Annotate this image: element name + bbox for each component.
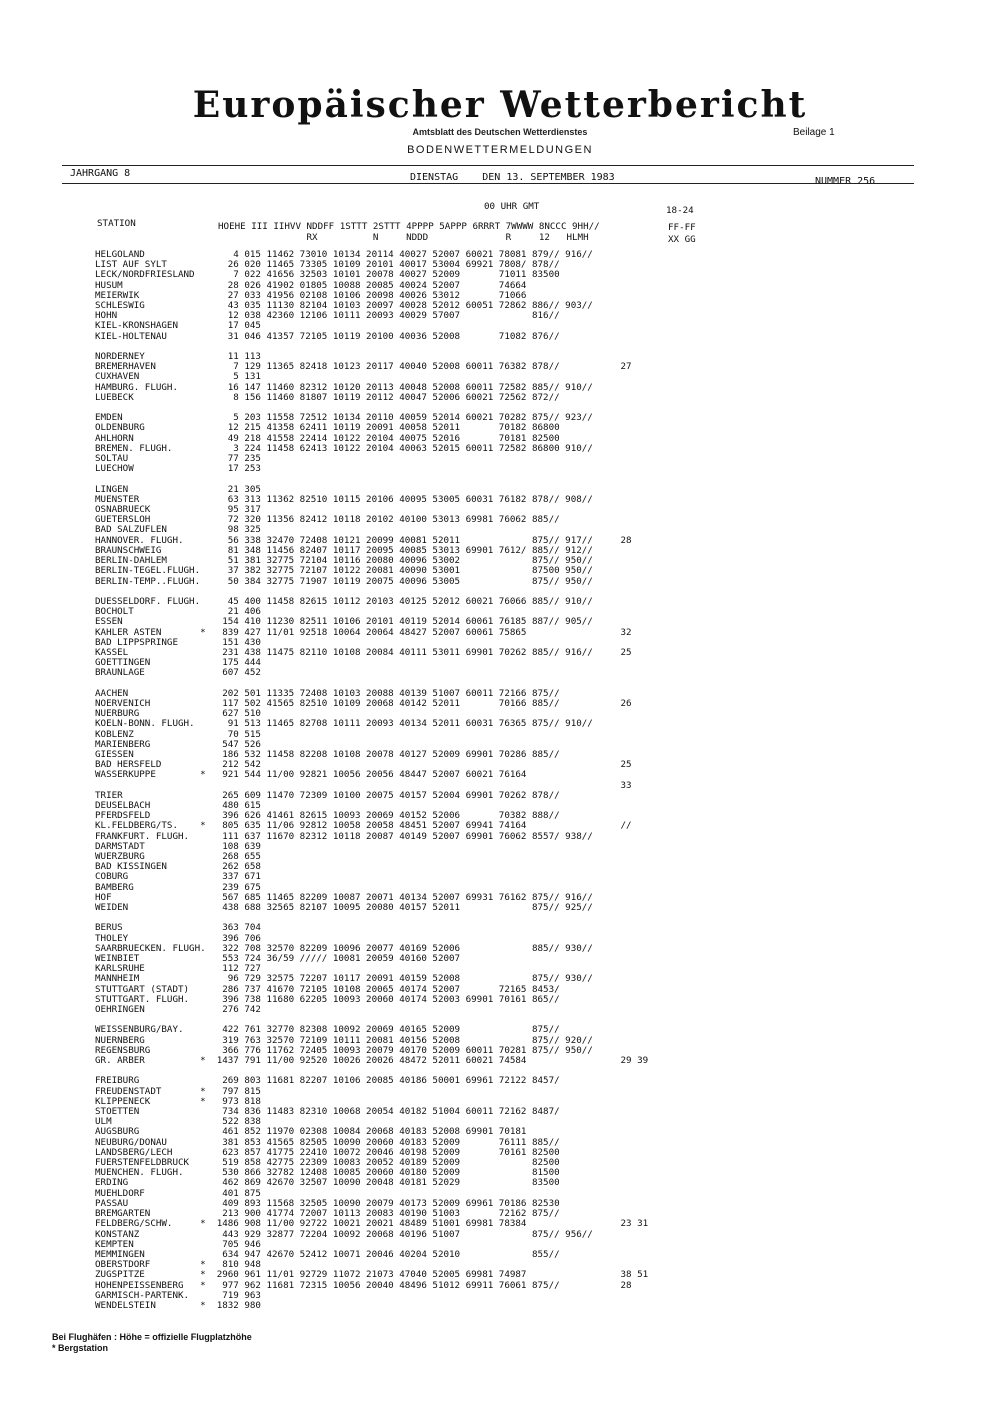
station-name: BAD KISSINGEN — [95, 861, 212, 873]
station-name: FREUDENSTADT * — [95, 1085, 212, 1097]
observation-codes: 26 020 11465 73305 10109 20101 40017 53004 69921 7808/ 878// — [211, 259, 604, 271]
station-name: MUENSTER — [95, 493, 212, 505]
station-name: HELGOLAND — [95, 249, 212, 260]
observation-codes: 381 853 41565 82505 10090 20060 40183 52009 76111 885// — [211, 1136, 604, 1148]
station-name: SAARBRUECKEN. FLUGH. — [95, 942, 212, 954]
station-name: LANDSBERG/LECH — [95, 1146, 212, 1158]
gust-value: 29 39 — [603, 1055, 649, 1067]
observation-codes: 56 338 32470 72408 10121 20099 40081 52011 875// 917// — [211, 534, 604, 546]
observation-codes: 12 038 42360 12106 10111 20093 40029 57007 816// — [211, 310, 604, 322]
footnote-mountain: * Bergstation — [52, 1343, 109, 1353]
observation-codes: 322 708 32570 82209 10096 20077 40169 52006 885// 930// — [211, 942, 604, 954]
station-name: HAMBURG. FLUGH. — [95, 381, 212, 393]
station-name: GIESSEN — [95, 748, 212, 760]
station-name: NOERVENICH — [95, 697, 212, 709]
observation-codes: 268 655 — [211, 850, 604, 862]
station-name: HOHENPEISSENBERG * — [95, 1279, 212, 1291]
observation-codes: 77 235 — [211, 453, 604, 465]
station-name: ZUGSPITZE * — [95, 1269, 212, 1281]
subtitle: Amtsblatt des Deutschen Wetterdienstes — [412, 127, 588, 137]
observation-codes: 5 131 — [211, 371, 604, 383]
observation-codes: 627 510 — [211, 708, 604, 720]
observation-codes: 151 430 — [211, 636, 604, 648]
observation-time: 00 UHR GMT — [484, 201, 540, 212]
station-name: SCHLESWIG — [95, 300, 212, 312]
station-name: STUTTGART. FLUGH. — [95, 993, 212, 1005]
station-name: DUESSELDORF. FLUGH. — [95, 595, 212, 607]
footnote-airport: Bei Flughäfen : Höhe = offizielle Flugplatzhöhe — [52, 1332, 252, 1342]
station-name: KIEL-KRONSHAGEN — [95, 320, 212, 332]
code-header-line2: RX N NDDD R 12 HLMH — [218, 232, 589, 243]
observation-codes: 28 026 41902 01805 10088 20085 40024 52007 74664 — [211, 279, 604, 291]
station-name: COBURG — [95, 871, 212, 883]
station-name: FREIBURG — [95, 1075, 212, 1087]
station-name: DARMSTADT — [95, 840, 212, 852]
gust-value: 25 — [603, 759, 632, 771]
observation-codes: 530 866 32782 12408 10085 20060 40180 52009 81500 — [211, 1167, 604, 1179]
station-name: KONSTANZ — [95, 1228, 212, 1240]
station-name: AUGSBURG — [95, 1126, 212, 1138]
station-name: HOHN — [95, 310, 212, 322]
observation-codes: 7 022 41656 32503 10101 20078 40027 52009 71011 83500 — [211, 269, 604, 281]
station-name: OEHRINGEN — [95, 1004, 212, 1016]
station-name: MUENCHEN. FLUGH. — [95, 1167, 212, 1179]
observation-codes: 95 317 — [211, 504, 604, 516]
ff-header-line2: XX GG — [668, 234, 696, 245]
observation-codes: 202 501 11335 72408 10103 20088 40139 51007 60011 72166 875// — [211, 687, 604, 699]
observation-codes: 21 406 — [211, 606, 604, 618]
observation-codes: 409 893 11568 32505 10090 20079 40173 52009 69961 70186 82530 — [211, 1197, 604, 1209]
issue-date: DIENSTAG DEN 13. SEPTEMBER 1983 — [410, 172, 615, 183]
period-label: 18-24 — [666, 205, 694, 216]
page-title: Europäischer Wetterbericht — [192, 84, 808, 126]
station-name: LECK/NORDFRIESLAND — [95, 269, 212, 281]
gust-value: 28 — [603, 534, 632, 546]
observation-codes: 265 609 11470 72309 10100 20075 40157 52004 69901 70262 878// — [211, 789, 604, 801]
station-name: BAD LIPPSPRINGE — [95, 636, 212, 648]
station-name: BERUS — [95, 922, 212, 934]
observation-codes: 973 818 — [211, 1095, 604, 1107]
observation-codes: 269 803 11681 82207 10106 20085 40186 50001 69961 72122 8457/ — [211, 1075, 604, 1087]
observation-codes: 276 742 — [211, 1004, 604, 1016]
station-name: GUETERSLOH — [95, 514, 212, 526]
observation-codes: 262 658 — [211, 861, 604, 873]
observation-codes: 553 724 36/59 ///// 10081 20059 40160 52007 — [211, 953, 604, 965]
station-name: STOETTEN — [95, 1106, 212, 1118]
observation-codes: 31 046 41357 72105 10119 20100 40036 52008 71082 876// — [211, 330, 604, 342]
station-name: WENDELSTEIN * — [95, 1299, 212, 1311]
station-name: BREMEN. FLUGH. — [95, 442, 212, 454]
station-name: KARLSRUHE — [95, 963, 212, 975]
observation-codes: 1437 791 11/00 92520 10026 20026 48472 52011 60021 74584 — [211, 1055, 604, 1067]
gust-value: 23 31 — [603, 1218, 649, 1230]
gust-value: // — [603, 820, 632, 832]
station-name: HUSUM — [95, 279, 212, 291]
observation-codes: 70 515 — [211, 728, 604, 740]
station-name: NUERNBERG — [95, 1034, 212, 1046]
ff-header-line1: FF-FF — [668, 222, 696, 233]
issue-number: NUMMER 256 — [815, 176, 876, 187]
station-name: SOLTAU — [95, 453, 212, 465]
observation-codes: 81 348 11456 82407 10117 20095 40085 53013 69901 7612/ 885// 912// — [211, 544, 604, 556]
observation-codes: 438 688 32565 82107 10095 20080 40157 52011 875// 925// — [211, 902, 604, 913]
station-name: MARIENBERG — [95, 738, 212, 750]
station-name: WEINBIET — [95, 953, 212, 965]
station-name: LIST AUF SYLT — [95, 259, 212, 271]
observation-codes: 37 382 32775 72107 10122 20081 40090 53001 87500 950// — [211, 565, 604, 577]
observation-codes: 4 015 11462 73010 10134 20114 40027 52007 60021 78081 879// 916// — [211, 249, 604, 260]
observation-codes: 175 444 — [211, 657, 604, 669]
table-row — [95, 1005, 648, 1015]
station-name: GARMISCH-PARTENK. — [95, 1289, 212, 1301]
station-name: KOBLENZ — [95, 728, 212, 740]
station-name: LINGEN — [95, 483, 212, 495]
observation-codes: 91 513 11465 82708 10111 20093 40134 52011 60031 76365 875// 910// — [211, 718, 604, 730]
station-name: KOELN-BONN. FLUGH. — [95, 718, 212, 730]
station-name: KAHLER ASTEN * — [95, 626, 212, 638]
observation-codes: 17 045 — [211, 320, 604, 332]
station-name: LUEBECK — [95, 391, 212, 403]
station-name: BRAUNLAGE — [95, 667, 212, 679]
observation-codes: 7 129 11365 82418 10123 20117 40040 52008 60011 76382 878// — [211, 361, 604, 373]
table-row — [95, 464, 648, 474]
observation-codes: 11 113 — [211, 351, 604, 363]
station-name: THOLEY — [95, 932, 212, 944]
observation-codes: 443 929 32877 72204 10092 20068 40196 51007 875// 956// — [211, 1228, 604, 1240]
jahrgang: JAHRGANG 8 — [70, 168, 131, 179]
observation-codes: 921 544 11/00 92821 10056 20056 48447 52007 60021 76164 — [211, 769, 604, 781]
table-row — [95, 668, 648, 678]
observation-codes: 51 381 32775 72104 10116 20080 40096 53002 875// 950// — [211, 555, 604, 567]
observation-codes: 607 452 — [211, 667, 604, 679]
station-name: NUERBURG — [95, 708, 212, 720]
station-column-header: STATION — [97, 218, 136, 229]
station-name: MANNHEIM — [95, 973, 212, 985]
station-name: BAD HERSFELD — [95, 759, 212, 771]
observation-codes: 3 224 11458 62413 10122 20104 40063 52015 60011 72582 86800 910// — [211, 442, 604, 454]
station-name: BRAUNSCHWEIG — [95, 544, 212, 556]
observation-codes: 461 852 11970 02308 10084 20068 40183 52008 69901 70181 — [211, 1126, 604, 1138]
station-name: KASSEL — [95, 646, 212, 658]
observation-codes: 112 727 — [211, 963, 604, 975]
station-name: TRIER — [95, 789, 212, 801]
observation-codes: 45 400 11458 82615 10112 20103 40125 52012 60021 76066 885// 910// — [211, 595, 604, 607]
observation-codes: 839 427 11/01 92518 10064 20064 48427 52007 60061 75865 — [211, 626, 604, 638]
station-name: DEUSELBACH — [95, 799, 212, 811]
station-name: ESSEN — [95, 616, 212, 628]
station-name: CUXHAVEN — [95, 371, 212, 383]
observation-codes: 12 215 41358 62411 10119 20091 40058 52011 70182 86800 — [211, 422, 604, 434]
station-name: BERLIN-TEMP..FLUGH. — [95, 575, 212, 587]
observation-codes: 401 875 — [211, 1187, 604, 1199]
observation-codes: 1486 908 11/00 92722 10021 20021 48489 51001 69981 78384 — [211, 1218, 604, 1230]
station-name: MEIERWIK — [95, 289, 212, 301]
observation-codes: 396 626 41461 82615 10093 20069 40152 52006 70382 888// — [211, 810, 604, 822]
station-name: WASSERKUPPE * — [95, 769, 212, 781]
observation-codes: 337 671 — [211, 871, 604, 883]
observation-codes: 810 948 — [211, 1259, 604, 1271]
station-name: EMDEN — [95, 412, 212, 424]
observation-codes: 239 675 — [211, 881, 604, 893]
station-name: KEMPTEN — [95, 1238, 212, 1250]
observation-codes: 186 532 11458 82208 10108 20078 40127 52009 69901 70286 885// — [211, 748, 604, 760]
station-name: ERDING — [95, 1177, 212, 1189]
table-row — [95, 577, 648, 587]
station-name: FRANKFURT. FLUGH. — [95, 830, 212, 842]
station-name: AHLHORN — [95, 432, 212, 444]
station-name: OLDENBURG — [95, 422, 212, 434]
observation-codes: 977 962 11681 72315 10056 20040 48496 51012 69911 76061 875// — [211, 1279, 604, 1291]
observation-codes: 547 526 — [211, 738, 604, 750]
station-name: FUERSTENFELDBRUCK — [95, 1157, 212, 1169]
gust-value: 28 — [603, 1279, 632, 1291]
observation-codes: 422 761 32770 82308 10092 20069 40165 52009 875// — [211, 1024, 604, 1036]
observation-codes: 17 253 — [211, 463, 604, 475]
observation-codes: 805 635 11/06 92812 10058 20058 48451 52007 69941 74164 — [211, 820, 604, 832]
gust-value: 38 51 — [603, 1269, 649, 1281]
station-name: BREMGARTEN — [95, 1208, 212, 1220]
observation-codes: 98 325 — [211, 524, 604, 536]
station-name: NORDERNEY — [95, 351, 212, 363]
observation-codes: 363 704 — [211, 922, 604, 934]
station-name: KIEL-HOLTENAU — [95, 330, 212, 342]
observation-codes: 319 763 32570 72109 10111 20081 40156 52008 875// 920// — [211, 1034, 604, 1046]
observation-codes: 734 836 11483 82310 10068 20054 40182 51004 60011 72162 8487/ — [211, 1106, 604, 1118]
station-name: BOCHOLT — [95, 606, 212, 618]
station-name: BERLIN-DAHLEM — [95, 555, 212, 567]
observation-codes: 567 685 11465 82209 10087 20071 40134 52007 69931 76162 875// 916// — [211, 891, 604, 903]
observation-codes: 719 963 — [211, 1289, 604, 1301]
observation-codes: 63 313 11362 82510 10115 20106 40095 53005 60031 76182 878// 908// — [211, 493, 604, 505]
observation-codes: 43 035 11130 82104 10103 20097 40028 52012 60051 72862 886// 903// — [211, 300, 604, 312]
observation-codes: 213 900 41774 72007 10113 20083 40190 51003 72162 875// — [211, 1208, 604, 1220]
station-name: HANNOVER. FLUGH. — [95, 534, 212, 546]
observation-codes: 111 637 11670 82312 10118 20087 40149 52007 69901 76062 8557/ 938// — [211, 830, 604, 842]
observation-codes: 462 869 42670 32507 10090 20048 40181 52029 83500 — [211, 1177, 604, 1189]
gust-value: 32 — [603, 626, 632, 638]
station-name: GOETTINGEN — [95, 657, 212, 669]
observation-codes: 634 947 42670 52412 10071 20046 40204 52010 855// — [211, 1248, 604, 1260]
station-name: GR. ARBER * — [95, 1055, 212, 1067]
station-name: LUECHOW — [95, 463, 212, 475]
gust-value: 26 — [603, 697, 632, 709]
section-title: BODENWETTERMELDUNGEN — [407, 144, 593, 156]
station-name: MEMMINGEN — [95, 1248, 212, 1260]
observation-codes: 212 542 — [211, 759, 604, 771]
gust-value: 27 — [603, 361, 632, 373]
station-name: PFERDSFELD — [95, 810, 212, 822]
station-name: BAD SALZUFLEN — [95, 524, 212, 536]
observation-codes: 231 438 11475 82110 10108 20084 40111 53011 69901 70262 885// 916// — [211, 646, 604, 658]
observation-codes: 366 776 11762 72405 10093 20079 40170 52009 60011 70281 875// 950// — [211, 1044, 604, 1056]
observation-codes: 797 815 — [211, 1085, 604, 1097]
observation-codes: 16 147 11460 82312 10120 20113 40048 52008 60011 72582 885// 910// — [211, 381, 604, 393]
station-name: OSNABRUECK — [95, 504, 212, 516]
top-rule — [62, 165, 914, 166]
station-name: HOF — [95, 891, 212, 903]
station-name: AACHEN — [95, 687, 212, 699]
station-name: BAMBERG — [95, 881, 212, 893]
code-header-line1: HOEHE III IIHVV NDDFF 1STTT 2STTT 4PPPP 5APPP 6RRRT 7WWWW 8NCCC 9HH// — [218, 221, 600, 232]
station-name: OBERSTDORF * — [95, 1259, 212, 1271]
gust-value: 33 — [603, 779, 632, 791]
station-name: WEIDEN — [95, 902, 212, 913]
observation-codes: 50 384 32775 71907 10119 20075 40096 53005 875// 950// — [211, 575, 604, 587]
station-name: WUERZBURG — [95, 850, 212, 862]
observation-codes: 108 639 — [211, 840, 604, 852]
observation-codes: 72 320 11356 82412 10118 20102 40100 53013 69981 76062 885// — [211, 514, 604, 526]
station-name: KL.FELDBERG/TS. * — [95, 820, 212, 832]
table-row — [95, 393, 648, 403]
observation-codes: 117 502 41565 82510 10109 20068 40142 52011 70166 885// — [211, 697, 604, 709]
observation-codes: 21 305 — [211, 483, 604, 495]
observation-codes: 623 857 41775 22410 10072 20046 40198 52009 70161 82500 — [211, 1146, 604, 1158]
observation-codes: 5 203 11558 72512 10134 20110 40059 52014 60021 70282 875// 923// — [211, 412, 604, 424]
observation-codes: 1832 980 — [211, 1299, 604, 1311]
station-name: MUEHLDORF — [95, 1187, 212, 1199]
observation-codes: 522 838 — [211, 1116, 604, 1128]
observation-codes: 96 729 32575 72207 10117 20091 40159 52008 875// 930// — [211, 973, 604, 985]
observation-codes: 480 615 — [211, 799, 604, 811]
station-name: KLIPPENECK * — [95, 1095, 212, 1107]
observation-codes: 396 706 — [211, 932, 604, 944]
beilage-label: Beilage 1 — [793, 127, 835, 138]
station-name: STUTTGART (STADT) — [95, 983, 212, 995]
station-name: PASSAU — [95, 1197, 212, 1209]
observation-codes: 2960 961 11/01 92729 11072 21073 47040 52005 69981 74987 — [211, 1269, 604, 1281]
bottom-rule — [62, 183, 914, 184]
station-name: BERLIN-TEGEL.FLUGH. — [95, 565, 212, 577]
table-row — [95, 1301, 648, 1311]
observation-codes: 8 156 11460 81807 10119 20112 40047 52006 60021 72562 872// — [211, 391, 604, 403]
station-name: ULM — [95, 1116, 212, 1128]
observation-codes: 154 410 11230 82511 10106 20101 40119 52014 60061 76185 887// 905// — [211, 616, 604, 628]
observation-codes: 49 218 41558 22414 10122 20104 40075 52016 70181 82500 — [211, 432, 604, 444]
observation-codes: 705 946 — [211, 1238, 604, 1250]
station-table — [95, 250, 648, 1311]
station-name: BREMERHAVEN — [95, 361, 212, 373]
observation-codes: 519 858 42775 22309 10083 20052 40189 52009 82500 — [211, 1157, 604, 1169]
table-row — [95, 1056, 648, 1066]
station-name: FELDBERG/SCHW. * — [95, 1218, 212, 1230]
station-name: WEISSENBURG/BAY. — [95, 1024, 212, 1036]
station-name: REGENSBURG — [95, 1044, 212, 1056]
observation-codes: 396 738 11680 62205 10093 20060 40174 52003 69901 70161 865// — [211, 993, 604, 1005]
station-name: NEUBURG/DONAU — [95, 1136, 212, 1148]
observation-codes: 286 737 41670 72105 10108 20065 40174 52007 72165 8453/ — [211, 983, 604, 995]
table-row — [95, 903, 648, 913]
table-row — [95, 332, 648, 342]
gust-value: 25 — [603, 646, 632, 658]
observation-codes: 27 033 41956 02108 10106 20098 40026 53012 71066 — [211, 289, 604, 301]
